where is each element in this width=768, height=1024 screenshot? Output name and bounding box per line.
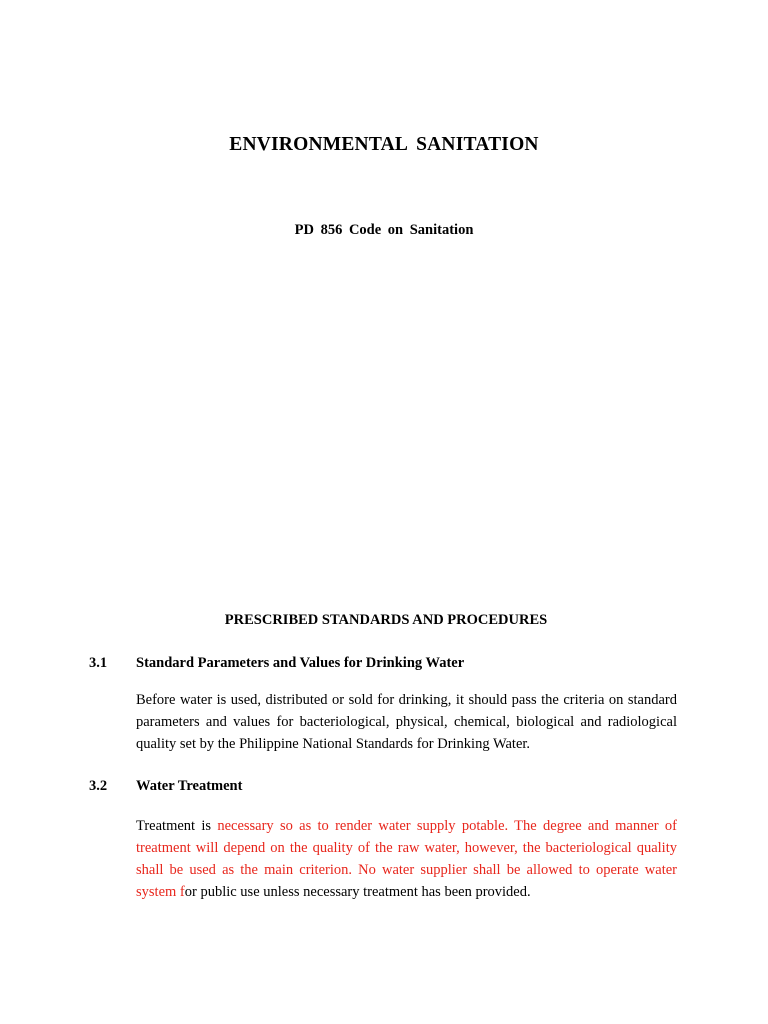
section-heading: PRESCRIBED STANDARDS AND PROCEDURES [224,612,548,628]
paragraph-highlight: necessary so as to render water supply potable. The degree and manner of treatment will depend on the quality of the raw water, however, the bacteriological quality shall be used as the main criterion. No water supplier shall be allowed to operate water system f [136,818,677,900]
item-paragraph-3-2 [136,815,677,903]
document-title: ENVIRONMENTAL SANITATION [229,134,539,155]
item-number-3-2: 3.2 [89,778,108,794]
item-title-3-2: Water Treatment [136,778,243,794]
paragraph-suffix: or public use unless necessary treatment has been provided. [184,884,531,900]
item-title-3-1: Standard Parameters and Values for Drinking Water [136,655,465,671]
document-subtitle: PD 856 Code on Sanitation [294,222,474,238]
item-number-3-1: 3.1 [89,655,108,671]
item-paragraph-3-1: Before water is used, distributed or sold for drinking, it should pass the criteria on standard parameters and values for bacteriological, physical, chemical, biological and radiological quality set by the Philippine National Standards for Drinking Water. [136,692,677,752]
paragraph-prefix: Treatment is [136,818,218,834]
